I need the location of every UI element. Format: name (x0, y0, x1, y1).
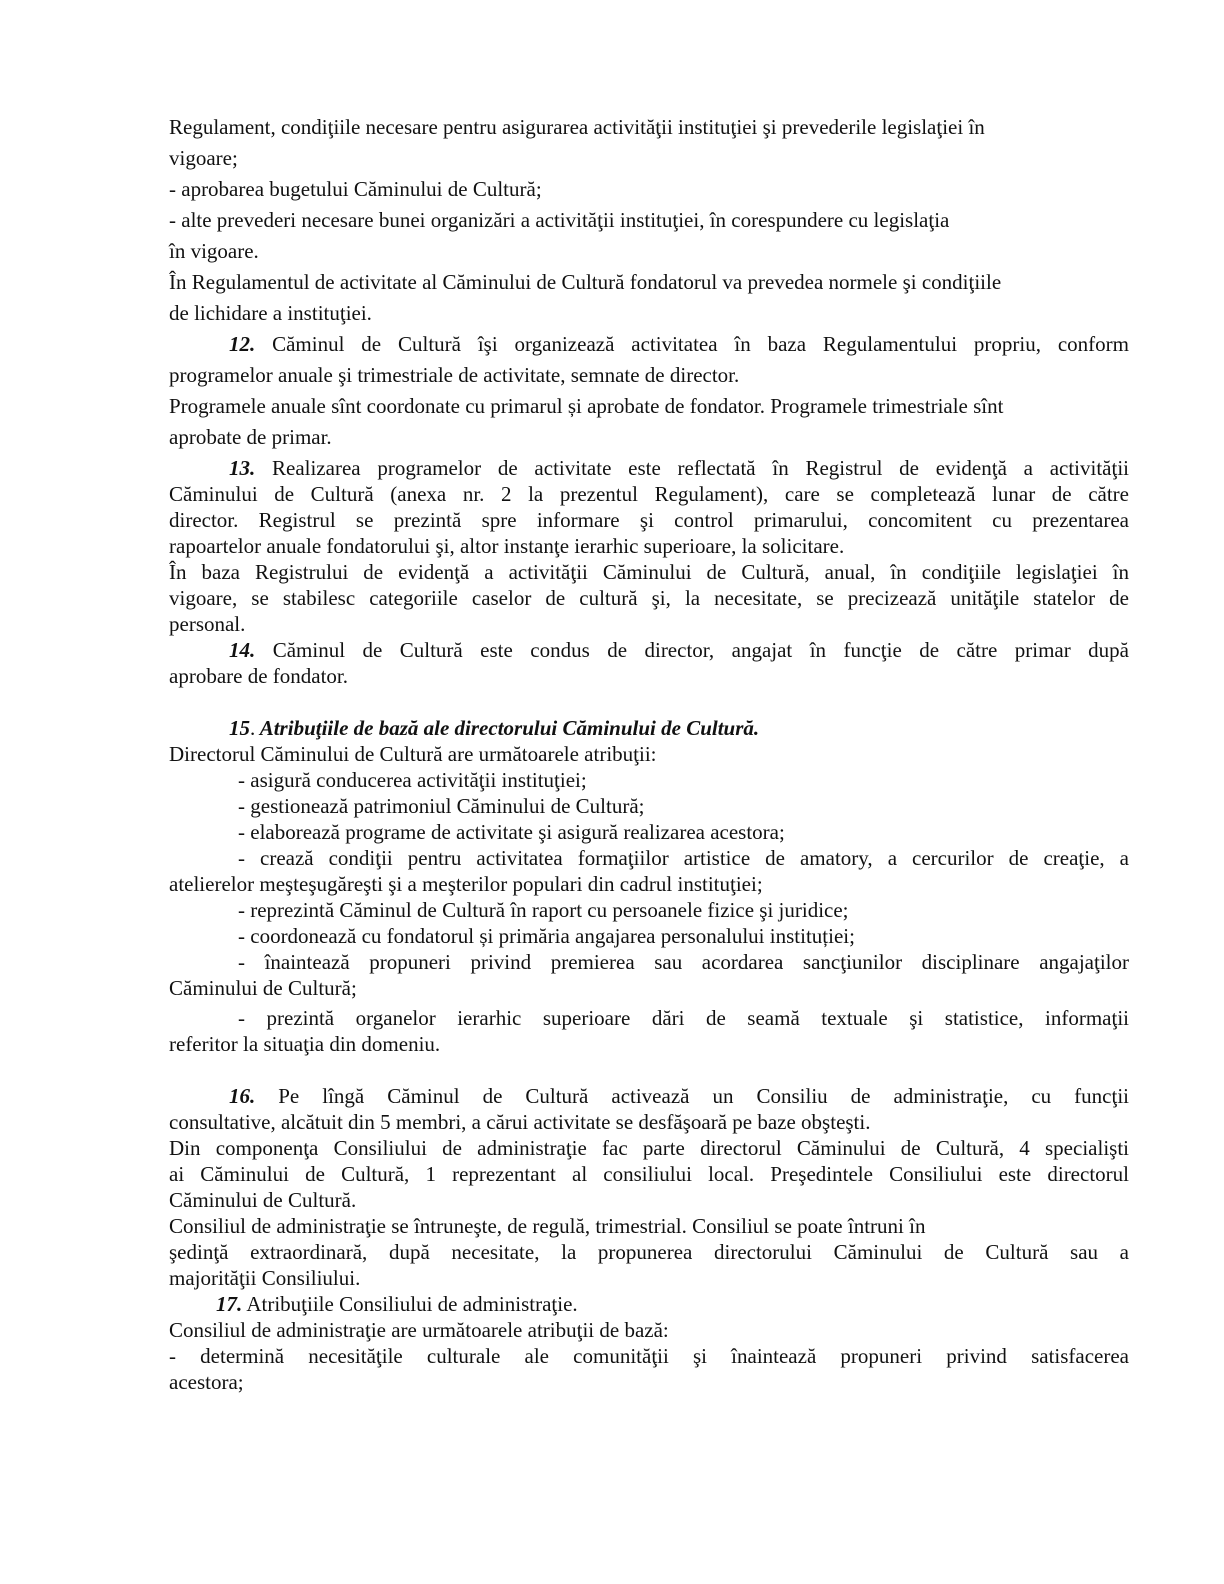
text-line: Căminului de Cultură. (169, 1188, 357, 1212)
text-line: - determină necesităţile culturale ale comunităţii şi înaintează propuneri privind satisfacerea (169, 1344, 1129, 1368)
text-line: Regulament, condiţiile necesare pentru asigurarea activităţii instituţiei şi prevederile legislaţiei în (169, 115, 985, 139)
text-line: şedinţă extraordinară, după necesitate, la propunerea directorului Căminului de Cultură sau a (169, 1240, 1129, 1264)
article-number: 17. (216, 1292, 243, 1316)
list-item-continuation: Căminului de Cultură; (169, 976, 357, 1000)
list-item: - crează condiţii pentru activitatea formaţiilor artistice de amatory, a cercurilor de creaţie, a (238, 846, 1129, 870)
article-number: 12. (229, 332, 256, 356)
text-line: Directorul Căminului de Cultură are următoarele atribuţii: (169, 742, 657, 766)
text-line: - aprobarea bugetului Căminului de Cultură; (169, 177, 542, 201)
text-line: personal. (169, 612, 246, 636)
article-number: 13. (229, 456, 256, 480)
article-number: 16. (229, 1084, 256, 1108)
text-line: Consiliul de administraţie se întruneşte, de regulă, trimestrial. Consiliul se poate întruni în (169, 1214, 926, 1238)
list-item: - asigură conducerea activităţii instituţiei; (238, 768, 587, 792)
text-line: 13. Realizarea programelor de activitate este reflectată în Registrul de evidenţă a activităţii (229, 456, 1129, 480)
text-line: - alte prevederi necesare bunei organizări a activităţii instituţiei, în corespundere cu legislaţia (169, 208, 950, 232)
text-line: În Regulamentul de activitate al Căminului de Cultură fondatorul va prevedea normele şi condiţiile (169, 270, 1002, 294)
text-line: vigoare, se stabilesc categoriile caselor de cultură şi, la necesitate, se precizează unităţile statelor de (169, 586, 1129, 610)
article-12 (169, 329, 1129, 453)
list-item-continuation: atelierelor meşteşugăreşti şi a meşterilor populari din cadrul instituţiei; (169, 872, 763, 896)
document-page (169, 112, 1129, 1395)
spacer (169, 689, 1129, 715)
text-line: aprobate de primar. (169, 425, 332, 449)
text-line: rapoartelor anuale fondatorului şi, altor instanţe ierarhic superioare, la solicitare. (169, 534, 845, 558)
list-item-continuation: referitor la situaţia din domeniu. (169, 1032, 441, 1056)
list-item: - elaborează programe de activitate şi asigură realizarea acestora; (238, 820, 785, 844)
text-line: în vigoare. (169, 239, 259, 263)
text-line: programelor anuale şi trimestriale de activitate, semnate de director. (169, 363, 740, 387)
text-line: consultative, alcătuit din 5 membri, a cărui activitate se desfăşoară pe baze obşteşti. (169, 1110, 871, 1134)
text-line: 17. Atribuţiile Consiliului de administraţie. (216, 1292, 578, 1316)
text-line: director. Registrul se prezintă spre informare şi control primarului, concomitent cu prezentarea (169, 508, 1129, 532)
text-line: 12. Căminul de Cultură îşi organizează activitatea în baza Regulamentului propriu, conform (229, 332, 1129, 356)
text-line: acestora; (169, 1370, 244, 1394)
text-line: majorităţii Consiliului. (169, 1266, 361, 1290)
text-line: Căminului de Cultură (anexa nr. 2 la prezentul Regulament), care se completează lunar de către (169, 482, 1129, 506)
article-number: 14. (229, 638, 256, 662)
text-line: 16. Pe lîngă Căminul de Cultură activează un Consiliu de administraţie, cu funcţii (229, 1084, 1129, 1108)
list-item: - coordonează cu fondatorul și primăria angajarea personalului instituției; (238, 924, 855, 948)
list-item: - gestionează patrimoniul Căminului de Cultură; (238, 794, 645, 818)
list-item: - prezintă organelor ierarhic superioare dări de seamă textuale şi statistice, informaţii (238, 1006, 1129, 1030)
intro-section (169, 112, 1129, 329)
text-line: Consiliul de administraţie are următoarele atribuţii de bază: (169, 1318, 669, 1342)
section-heading: 15. Atribuţiile de bază ale directorului Căminului de Cultură. (229, 716, 760, 740)
text-line: În baza Registrului de evidenţă a activităţii Căminului de Cultură, anual, în condiţiile legislaţiei în (169, 560, 1129, 584)
spacer (169, 1057, 1129, 1083)
article-number: 15 (229, 716, 250, 740)
text-line: Din componenţa Consiliului de administraţie fac parte directorul Căminului de Cultură, 4 specialişti (169, 1136, 1129, 1160)
text-line: 14. Căminul de Cultură este condus de director, angajat în funcţie de către primar după (229, 638, 1129, 662)
text-line: aprobare de fondator. (169, 664, 349, 688)
article-16 (169, 1083, 1129, 1291)
list-item: - înaintează propuneri privind premierea sau acordarea sancţiunilor disciplinare angajaţilor (238, 950, 1129, 974)
text-line: de lichidare a instituţiei. (169, 301, 372, 325)
list-item: - reprezintă Căminul de Cultură în raport cu persoanele fizice şi juridice; (238, 898, 849, 922)
article-13 (169, 455, 1129, 689)
text-line: vigoare; (169, 146, 238, 170)
article-15 (169, 715, 1129, 1057)
text-line: ai Căminului de Cultură, 1 reprezentant al consiliului local. Preşedintele Consiliului este directorul (169, 1162, 1129, 1186)
heading-title: Atribuţiile de bază ale directorului Căminului de Cultură. (255, 716, 760, 740)
text-line: Programele anuale sînt coordonate cu primarul și aprobate de fondator. Programele trimestriale sînt (169, 394, 1004, 418)
article-17 (169, 1291, 1129, 1395)
